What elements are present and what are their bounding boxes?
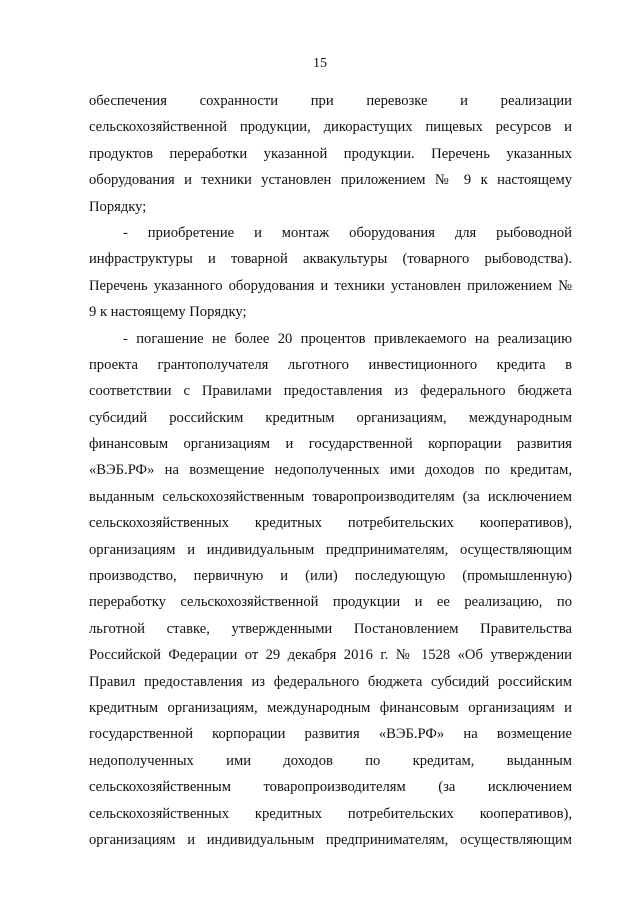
text-line: субсидий российским кредитным организациям, международным	[89, 409, 572, 426]
paragraph	[89, 220, 572, 326]
text-line: «ВЭБ.РФ» на возмещение недополученных ими доходов по кредитам,	[89, 462, 572, 479]
text-line: Перечень указанного оборудования и техники установлен приложением №	[89, 277, 572, 294]
text-line: 9 к настоящему Порядку;	[89, 304, 247, 321]
text-line: проекта грантополучателя льготного инвестиционного кредита в	[89, 356, 572, 373]
text-line: выданным сельскохозяйственным товаропроизводителям (за исключением	[89, 488, 572, 505]
text-line: государственной корпорации развития «ВЭБ.РФ» на возмещение	[89, 726, 572, 743]
paragraph	[89, 326, 572, 854]
text-line: продуктов переработки указанной продукции. Перечень указанных	[89, 145, 572, 162]
text-line: Правил предоставления из федерального бюджета субсидий российским	[89, 673, 572, 690]
text-line: Российской Федерации от 29 декабря 2016 г. № 1528 «Об утверждении	[89, 647, 572, 664]
text-line: оборудования и техники установлен приложением № 9 к настоящему	[89, 172, 572, 189]
text-line: Порядку;	[89, 198, 147, 215]
text-line: сельскохозяйственных кредитных потребительских кооперативов),	[89, 805, 572, 822]
text-line: сельскохозяйственных кредитных потребительских кооперативов),	[89, 515, 572, 532]
text-line: финансовым организациям и государственной корпорации развития	[89, 436, 572, 453]
text-line: переработку сельскохозяйственной продукции и ее реализацию, по	[89, 594, 572, 611]
paragraph	[89, 88, 572, 220]
text-line: недополученных ими доходов по кредитам, выданным	[89, 752, 572, 769]
text-line: организациям и индивидуальным предпринимателям, осуществляющим	[89, 831, 572, 848]
text-line: организациям и индивидуальным предпринимателям, осуществляющим	[89, 541, 572, 558]
text-line: - приобретение и монтаж оборудования для рыбоводной	[123, 224, 572, 241]
text-line: производство, первичную и (или) последующую (промышленную)	[89, 568, 572, 585]
text-line: обеспечения сохранности при перевозке и реализации	[89, 93, 572, 109]
text-line: кредитным организациям, международным финансовым организациям и	[89, 699, 572, 716]
text-line: льготной ставке, утвержденными Постановлением Правительства	[89, 620, 572, 637]
page-number: 15	[313, 56, 327, 71]
text-line: сельскохозяйственной продукции, дикорастущих пищевых ресурсов и	[89, 119, 572, 136]
text-line: сельскохозяйственным товаропроизводителям (за исключением	[89, 779, 572, 796]
text-line: - погашение не более 20 процентов привлекаемого на реализацию	[123, 330, 572, 347]
text-line: инфраструктуры и товарной аквакультуры (товарного рыбоводства).	[89, 251, 572, 268]
text-line: соответствии с Правилами предоставления из федерального бюджета	[89, 383, 572, 400]
document-body	[89, 88, 572, 853]
